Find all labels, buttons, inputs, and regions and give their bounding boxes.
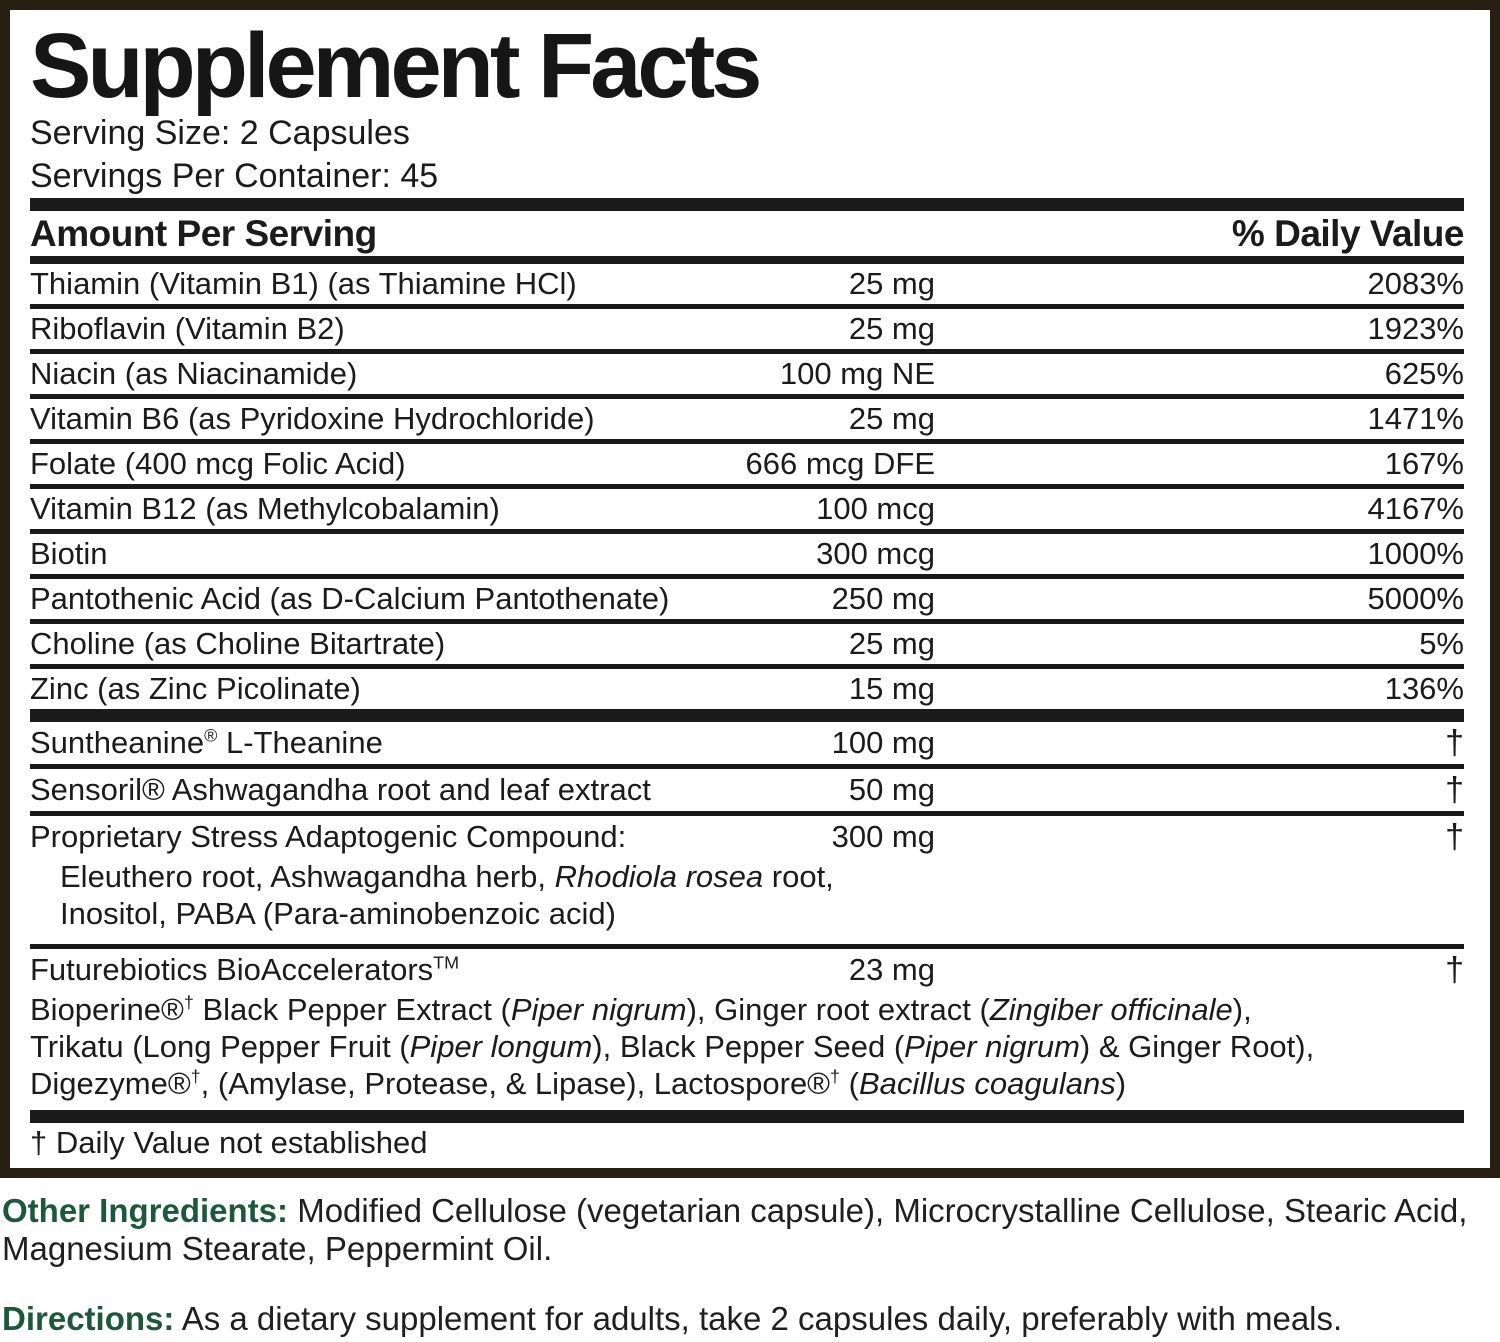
nutrient-name: Sensoril® Ashwagandha root and leaf extract <box>30 772 651 807</box>
nutrient-daily-value: 625% <box>1384 356 1464 391</box>
table-row-biotin <box>30 534 1464 579</box>
table-row-vitamin-b6 <box>30 399 1464 444</box>
table-group-proprietary-compound <box>30 816 1464 949</box>
nutrient-daily-value: 4167% <box>1367 491 1464 526</box>
nutrient-amount: 666 mcg DFE <box>745 446 935 481</box>
nutrient-name: Suntheanine® L-Theanine <box>30 725 383 760</box>
table-row-zinc <box>30 669 1464 709</box>
nutrient-daily-value: 1923% <box>1367 311 1464 346</box>
nutrient-name: Futurebiotics BioAccelerators™ <box>30 952 460 987</box>
table-header <box>30 211 1464 256</box>
supplement-facts-title: Supplement Facts <box>30 15 759 117</box>
label-footer-text <box>0 1192 1500 1338</box>
other-ingredients-label: Other Ingredients: <box>2 1192 289 1229</box>
nutrient-daily-value: 136% <box>1384 671 1464 706</box>
other-ingredients-text: Modified Cellulose (vegetarian capsule), Microcrystalline Cellulose, Stearic Acid, Magnesium Stearate, Peppermint Oil. <box>2 1192 1468 1267</box>
header-underline-bar <box>30 256 1464 264</box>
nutrient-name: Biotin <box>30 536 108 571</box>
nutrient-name: Folate (400 mcg Folic Acid) <box>30 446 406 481</box>
nutrient-amount: 15 mg <box>848 671 935 706</box>
ingredient-description-line: Eleuthero root, Ashwagandha herb, Rhodiola rosea root, <box>60 859 834 894</box>
nutrient-name: Vitamin B6 (as Pyridoxine Hydrochloride) <box>30 401 595 436</box>
nutrient-name: Choline (as Choline Bitartrate) <box>30 626 446 661</box>
table-row-suntheanine <box>30 722 1464 769</box>
table-row-niacin <box>30 354 1464 399</box>
nutrient-name: Zinc (as Zinc Picolinate) <box>30 671 361 706</box>
nutrient-amount: 100 mg <box>831 725 935 760</box>
section-divider-bar <box>30 1110 1464 1123</box>
section-divider-bar <box>30 709 1464 722</box>
nutrient-amount: 300 mcg <box>816 536 935 571</box>
nutrient-name: Niacin (as Niacinamide) <box>30 356 358 391</box>
nutrient-name: Pantothenic Acid (as D-Calcium Pantothenate) <box>30 581 670 616</box>
nutrient-amount: 25 mg <box>848 626 935 661</box>
table-row-proprietary-compound <box>30 816 1464 858</box>
ingredient-description-line: Inositol, PABA (Para-aminobenzoic acid) <box>60 896 616 931</box>
ingredient-description-line: Digezyme®†, (Amylase, Protease, & Lipase), Lactospore®† (Bacillus coagulans) <box>30 1066 1127 1101</box>
directions <box>2 1300 1498 1338</box>
nutrient-daily-value: 167% <box>1384 446 1464 481</box>
nutrient-name: Thiamin (Vitamin B1) (as Thiamine HCl) <box>30 266 577 301</box>
ingredient-description-line: Trikatu (Long Pepper Fruit (Piper longum), Black Pepper Seed (Piper nigrum) & Ginger Root), <box>30 1029 1315 1064</box>
table-row-pantothenic-acid <box>30 579 1464 624</box>
nutrient-amount: 50 mg <box>848 772 935 807</box>
daily-value-footnote: † Daily Value not established <box>30 1125 428 1160</box>
nutrient-daily-value: 1471% <box>1367 401 1464 436</box>
directions-label: Directions: <box>2 1300 175 1337</box>
table-row-thiamin <box>30 264 1464 309</box>
nutrient-daily-value: 2083% <box>1367 266 1464 301</box>
nutrient-name: Vitamin B12 (as Methylcobalamin) <box>30 491 500 526</box>
nutrient-daily-value: † <box>1445 818 1464 856</box>
nutrient-amount: 23 mg <box>848 952 935 987</box>
nutrient-daily-value: † <box>1445 951 1464 989</box>
table-row-vitamin-b12 <box>30 489 1464 534</box>
section-divider-bar <box>30 198 1464 211</box>
table-row-sensoril <box>30 769 1464 816</box>
daily-value-label: % Daily Value <box>1231 212 1464 254</box>
nutrient-daily-value: † <box>1445 771 1464 809</box>
nutrient-daily-value: 1000% <box>1367 536 1464 571</box>
table-row-riboflavin <box>30 309 1464 354</box>
table-row-choline <box>30 624 1464 669</box>
nutrient-daily-value: † <box>1445 724 1464 762</box>
table-row-bioaccelerators <box>30 949 1464 991</box>
nutrient-name: Proprietary Stress Adaptogenic Compound: <box>30 819 627 854</box>
directions-text: As a dietary supplement for adults, take 2 capsules daily, preferably with meals. <box>174 1300 1343 1337</box>
nutrient-amount: 25 mg <box>848 401 935 436</box>
nutrient-amount: 25 mg <box>848 311 935 346</box>
nutrient-amount: 250 mg <box>831 581 935 616</box>
servings-per-container: Servings Per Container: 45 <box>30 157 439 195</box>
nutrient-name: Riboflavin (Vitamin B2) <box>30 311 345 346</box>
ingredient-description-line: Bioperine®† Black Pepper Extract (Piper nigrum), Ginger root extract (Zingiber officinale), <box>30 992 1252 1027</box>
table-row-folate <box>30 444 1464 489</box>
nutrient-daily-value: 5% <box>1419 626 1464 661</box>
serving-size: Serving Size: 2 Capsules <box>30 114 410 152</box>
nutrient-daily-value: 5000% <box>1367 581 1464 616</box>
nutrient-amount: 100 mcg <box>816 491 935 526</box>
amount-per-serving-label: Amount Per Serving <box>30 212 377 254</box>
other-ingredients <box>2 1192 1498 1268</box>
nutrient-amount: 100 mg NE <box>779 356 935 391</box>
nutrient-amount: 300 mg <box>831 819 935 854</box>
table-group-bioaccelerators <box>30 949 1464 1110</box>
nutrient-amount: 25 mg <box>848 266 935 301</box>
